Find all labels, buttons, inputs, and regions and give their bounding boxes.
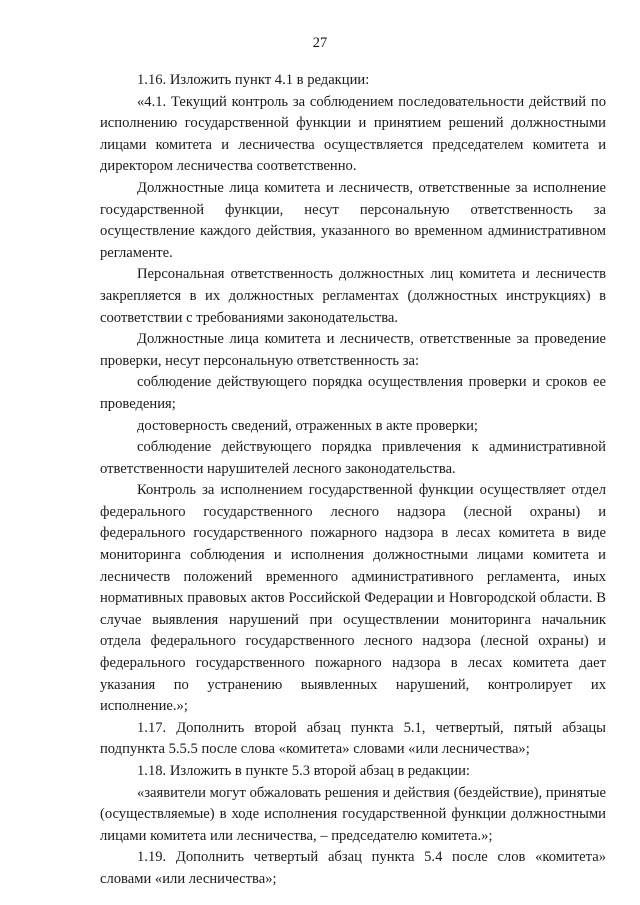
paragraph-1-19: 1.19. Дополнить четвертый абзац пункта 5.4 после слов «комитета» словами «или лесничества»;: [100, 849, 606, 887]
paragraph-inspection-officials: Должностные лица комитета и лесничеств, ответственные за проведение проверки, несут персональную ответственность за:: [100, 331, 606, 369]
page-number: 27: [312, 35, 328, 51]
paragraph-monitoring-control: Контроль за исполнением государственной функции осуществляет отдел федерального государственного лесного надзора (лесной охраны) и федерального государственного пожарного надзора в лесах комитета в виде мониторинга соблюдения и исполнения должностными лицами комитета и лесничеств положений временного административного регламента, иных нормативных правовых актов Российской Федерации и Новгородской области. В случае выявления нарушений при осуществлении мониторинга начальник отдела федерального государственного лесного надзора (лесной охраны) и федерального государственного пожарного надзора в лесах комитета дает указания по устранению выявленных нарушений, контролирует их исполнение.»;: [100, 482, 606, 715]
paragraph-appeal-rights: «заявители могут обжаловать решения и действия (бездействие), принятые (осуществляемые) в ходе исполнения государственной функции должностными лицами комитета или лесничества, – председателю комитета.»;: [100, 784, 606, 844]
paragraph-1-16: 1.16. Изложить пункт 4.1 в редакции:: [137, 72, 370, 88]
paragraph-inspection-procedure: соблюдение действующего порядка осуществления проверки и сроков ее проведения;: [100, 374, 606, 412]
paragraph-1-17: 1.17. Дополнить второй абзац пункта 5.1, четвертый, пятый абзацы подпункта 5.5.5 после слова «комитета» словами «или лесничества»;: [100, 719, 606, 758]
paragraph-report-accuracy: достоверность сведений, отраженных в акте проверки;: [137, 417, 478, 434]
paragraph-personal-responsibility: Персональная ответственность должностных лиц комитета и лесничеств закрепляется в их должностных регламентах (должностных инструкциях) в соответствии с требованиями законодательства.: [100, 266, 606, 326]
paragraph-1-18: 1.18. Изложить в пункте 5.3 второй абзац в редакции:: [137, 763, 470, 779]
document-body: [100, 70, 606, 891]
paragraph-4-1-current-control: «4.1. Текущий контроль за соблюдением последовательности действий по исполнению государственной функции и принятием решений должностными лицами комитета и лесничества осуществляется председателем комитета и директором лесничества соответственно.: [100, 93, 606, 175]
paragraph-administrative-liability: соблюдение действующего порядка привлечения к административной ответственности нарушителей лесного законодательства.: [100, 439, 606, 477]
paragraph-officials-responsibility: Должностные лица комитета и лесничеств, ответственные за исполнение государственной функции, несут персональную ответственность за осуществление каждого действия, указанного во временном административном регламенте.: [100, 179, 606, 261]
